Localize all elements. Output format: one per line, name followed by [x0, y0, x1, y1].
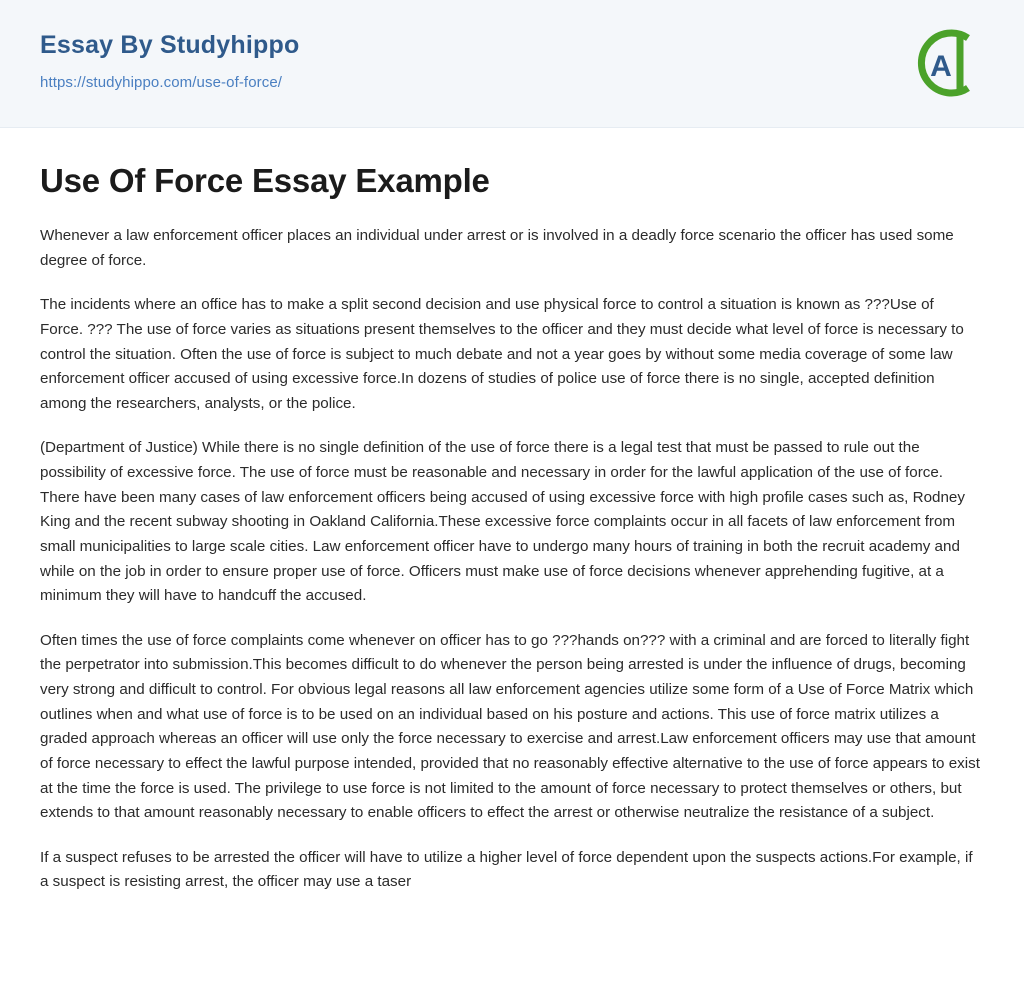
article-body	[0, 128, 1024, 915]
article-paragraph: Often times the use of force complaints come whenever on officer has to go ???hands on??? with a criminal and are forced to literally fight the perpetrator into submission.This becomes difficult to do whenever the person being arrested is under the influence of drugs, becoming very strong and difficult to control. For obvious legal reasons all law enforcement agencies utilize some form of a Use of Force Matrix which outlines when and what use of force is to be used on an individual based on his posture and actions. This use of force matrix utilizes a graded approach whereas an officer will use only the force necessary to exercise and arrest.Law enforcement officers may use that amount of force necessary to effect the lawful purpose intended, provided that no reasonably effective alternative to the use of force appears to exist at the time the force is used. The privilege to use force is not limited to the amount of force necessary to protect themselves or others, but extends to that amount reasonably necessary to enable officers to effect the arrest or otherwise neutralize the resistance of a subject.	[40, 631, 980, 822]
page-title: Use Of Force Essay Example	[40, 162, 490, 199]
svg-text:A: A	[930, 50, 952, 83]
article-paragraph: Whenever a law enforcement officer places an individual under arrest or is involved in a deadly force scenario the officer has used some degree of force.	[40, 227, 954, 269]
article-paragraph: If a suspect refuses to be arrested the officer will have to utilize a higher level of force dependent upon the suspects actions.For example, if a suspect is resisting arrest, the officer may use a taser	[40, 848, 973, 891]
site-header	[0, 0, 1024, 128]
article-paragraph: The incidents where an office has to make a split second decision and use physical force to control a situation is known as ???Use of Force. ??? The use of force varies as situations present themselves to the officer and they must decide what level of force is necessary to control the situation. Often the use of force is subject to much debate and not a year goes by without some media coverage of some law enforcement officer accused of using excessive force.In dozens of studies of police use of force there is no single, accepted definition among the researchers, analysts, or the police.	[40, 296, 964, 412]
studyhippo-a-logo-icon	[898, 20, 984, 106]
site-brand-title: Essay By Studyhippo	[40, 31, 300, 59]
site-url-link[interactable]: https://studyhippo.com/use-of-force/	[40, 74, 283, 91]
article-paragraph: (Department of Justice) While there is no single definition of the use of force there is a legal test that must be passed to rule out the possibility of excessive force. The use of force must be reasonable and necessary in order for the lawful application of the use of force. There have been many cases of law enforcement officers being accused of using excessive force with high profile cases such as, Rodney King and the recent subway shooting in Oakland California.These excessive force complaints occur in all facets of law enforcement from small municipalities to large scale cities. Law enforcement officer have to undergo many hours of training in both the recruit academy and while on the job in order to ensure proper use of force. Officers must make use of force decisions whenever apprehending fugitive, at a minimum they will have to handcuff the accused.	[40, 439, 965, 605]
